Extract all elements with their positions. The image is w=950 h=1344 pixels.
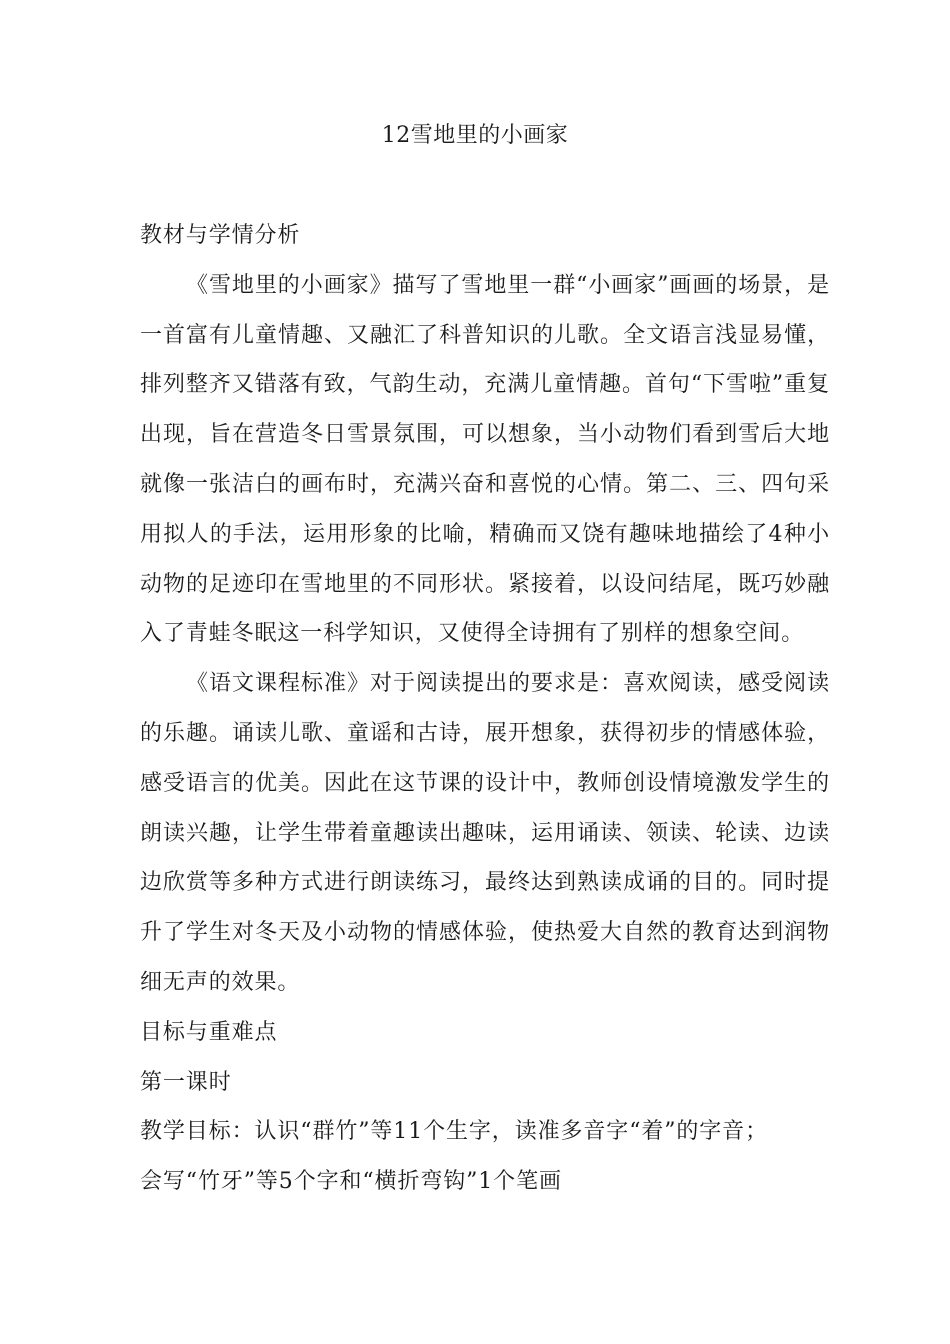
lesson-heading: 第一课时 (140, 1069, 232, 1095)
analysis-paragraph-1: 《雪地里的小画家》描写了雪地里一群“小画家”画画的场景，是一首富有儿童情趣、又融汇了科普知识的儿歌。全文语言浅显易懂，排列整齐又错落有致，气韵生动，充满儿童情趣。首句“下雪啦”重复出现，旨在营造冬日雪景氛围，可以想象，当小动物们看到雪后大地就像一张洁白的画布时，充满兴奋和喜悦的心情。第二、三、四句采用拟人的手法，运用形象的比喻，精确而又饶有趣味地描绘了4种小动物的足迹印在雪地里的不同形状。紧接着，以设问结尾，既巧妙融入了青蛙冬眠这一科学知识，又使得全诗拥有了别样的想象空间。 (140, 272, 830, 647)
section-heading-analysis: 教材与学情分析 (140, 223, 301, 248)
teaching-goal-line-1: 教学目标：认识“群竹”等11个生字，读准多音字“着”的字音； (140, 1119, 768, 1145)
analysis-paragraph-2: 《语文课程标准》对于阅读提出的要求是：喜欢阅读，感受阅读的乐趣。诵读儿歌、童谣和古诗，展开想象，获得初步的情感体验，感受语言的优美。因此在这节课的设计中，教师创设情境激发学生的朗读兴趣，让学生带着童趣读出趣味，运用诵读、领读、轮读、边读边欣赏等多种方式进行朗读练习，最终达到熟读成诵的目的。同时提升了学生对冬天及小动物的情感体验，使热爱大自然的教育达到润物细无声的效果。 (140, 671, 830, 995)
document-body (140, 211, 830, 1207)
teaching-goal-line-2: 会写“竹牙”等5个字和“横折弯钩”1个笔画 (140, 1169, 562, 1195)
section-heading-goals: 目标与重难点 (140, 1019, 278, 1045)
document-title: 12雪地里的小画家 (381, 123, 569, 148)
